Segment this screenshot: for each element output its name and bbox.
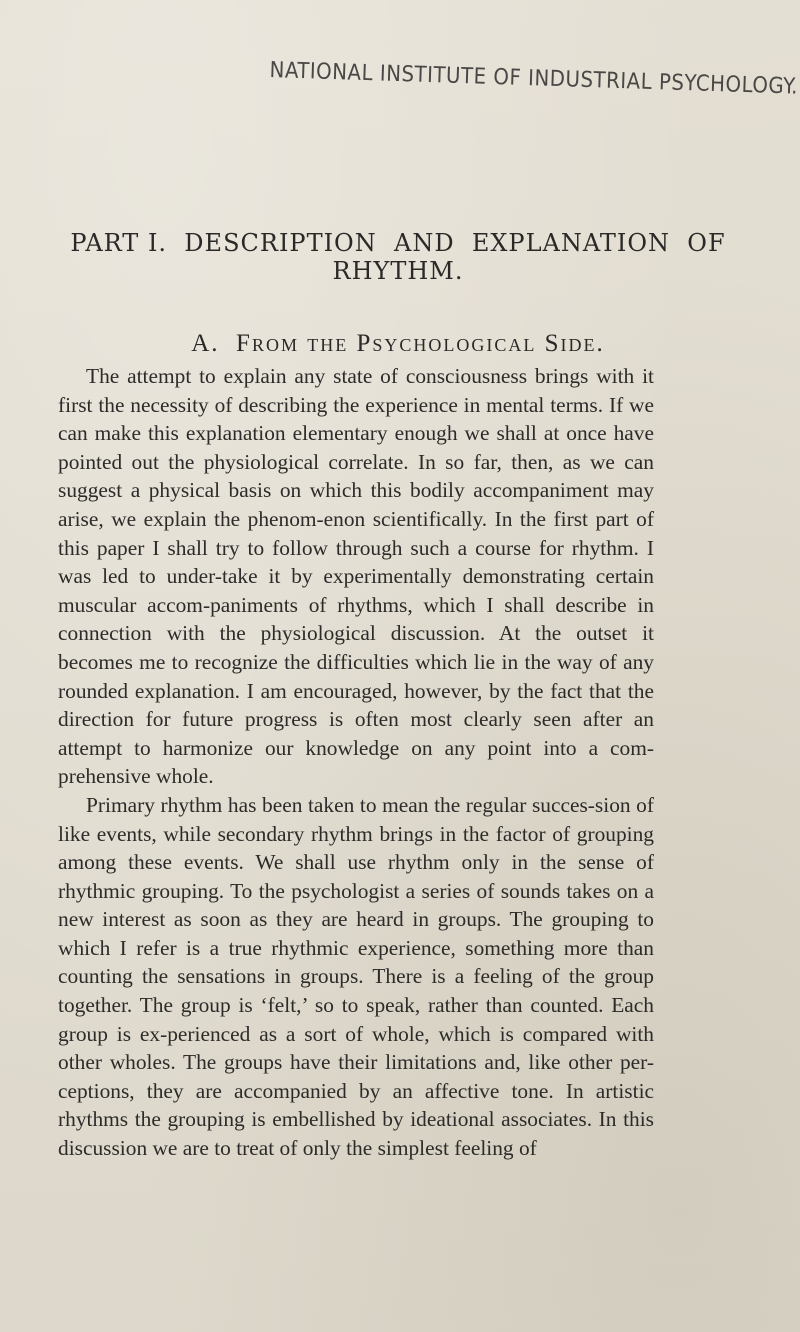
part-heading: [48, 229, 748, 285]
paragraph-1: The attempt to explain any state of consciousness brings with it first the necessity of describing the experience in mental terms. If we can make this explanation elementary enough we shall at once have pointed out the physiological correlate. In so far, then, as we can suggest a physical basis on which this bodily accompaniment may arise, we explain the phenom-enon scientifically. In the first part of this paper I shall try to follow through such a course for rhythm. I was led to under-take it by experimentally demonstrating certain muscular accom-paniments of rhythms, which I shall describe in connection with the physiological discussion. At the outset it becomes me to recognize the difficulties which lie in the way of any rounded explanation. I am encouraged, however, by the fact that the direction for future progress is often most clearly seen after an attempt to harmonize our knowledge on any point into a com-prehensive whole.: [58, 364, 654, 789]
paragraph-2: Primary rhythm has been taken to mean the regular succes-sion of like events, while secondary rhythm brings in the factor of grouping among these events. We shall use rhythm only in the sense of rhythmic grouping. To the psychologist a series of sounds takes on a new interest as soon as they are heard in groups. The grouping to which I refer is a true rhythmic experience, something more than counting the sensations in groups. There is a feeling of the group together. The group is ‘felt,’ so to speak, rather than counted. Each group is ex-perienced as a sort of whole, which is compared with other wholes. The groups have their limitations and, like other per-ceptions, they are accompanied by an affective tone. In artistic rhythms the grouping is embellished by ideational associates. In this discussion we are to treat of only the simplest feeling of: [58, 792, 654, 1161]
institute-stamp: NATIONAL INSTITUTE OF INDUSTRIAL PSYCHOLOGY.: [269, 58, 799, 100]
part-heading-line-2: RHYTHM.: [332, 257, 464, 285]
body-text: [58, 362, 654, 1163]
section-heading: A. From the Psychological Side.: [191, 330, 605, 357]
part-heading-line-1: PART I. DESCRIPTION AND EXPLANATION OF: [70, 229, 726, 257]
